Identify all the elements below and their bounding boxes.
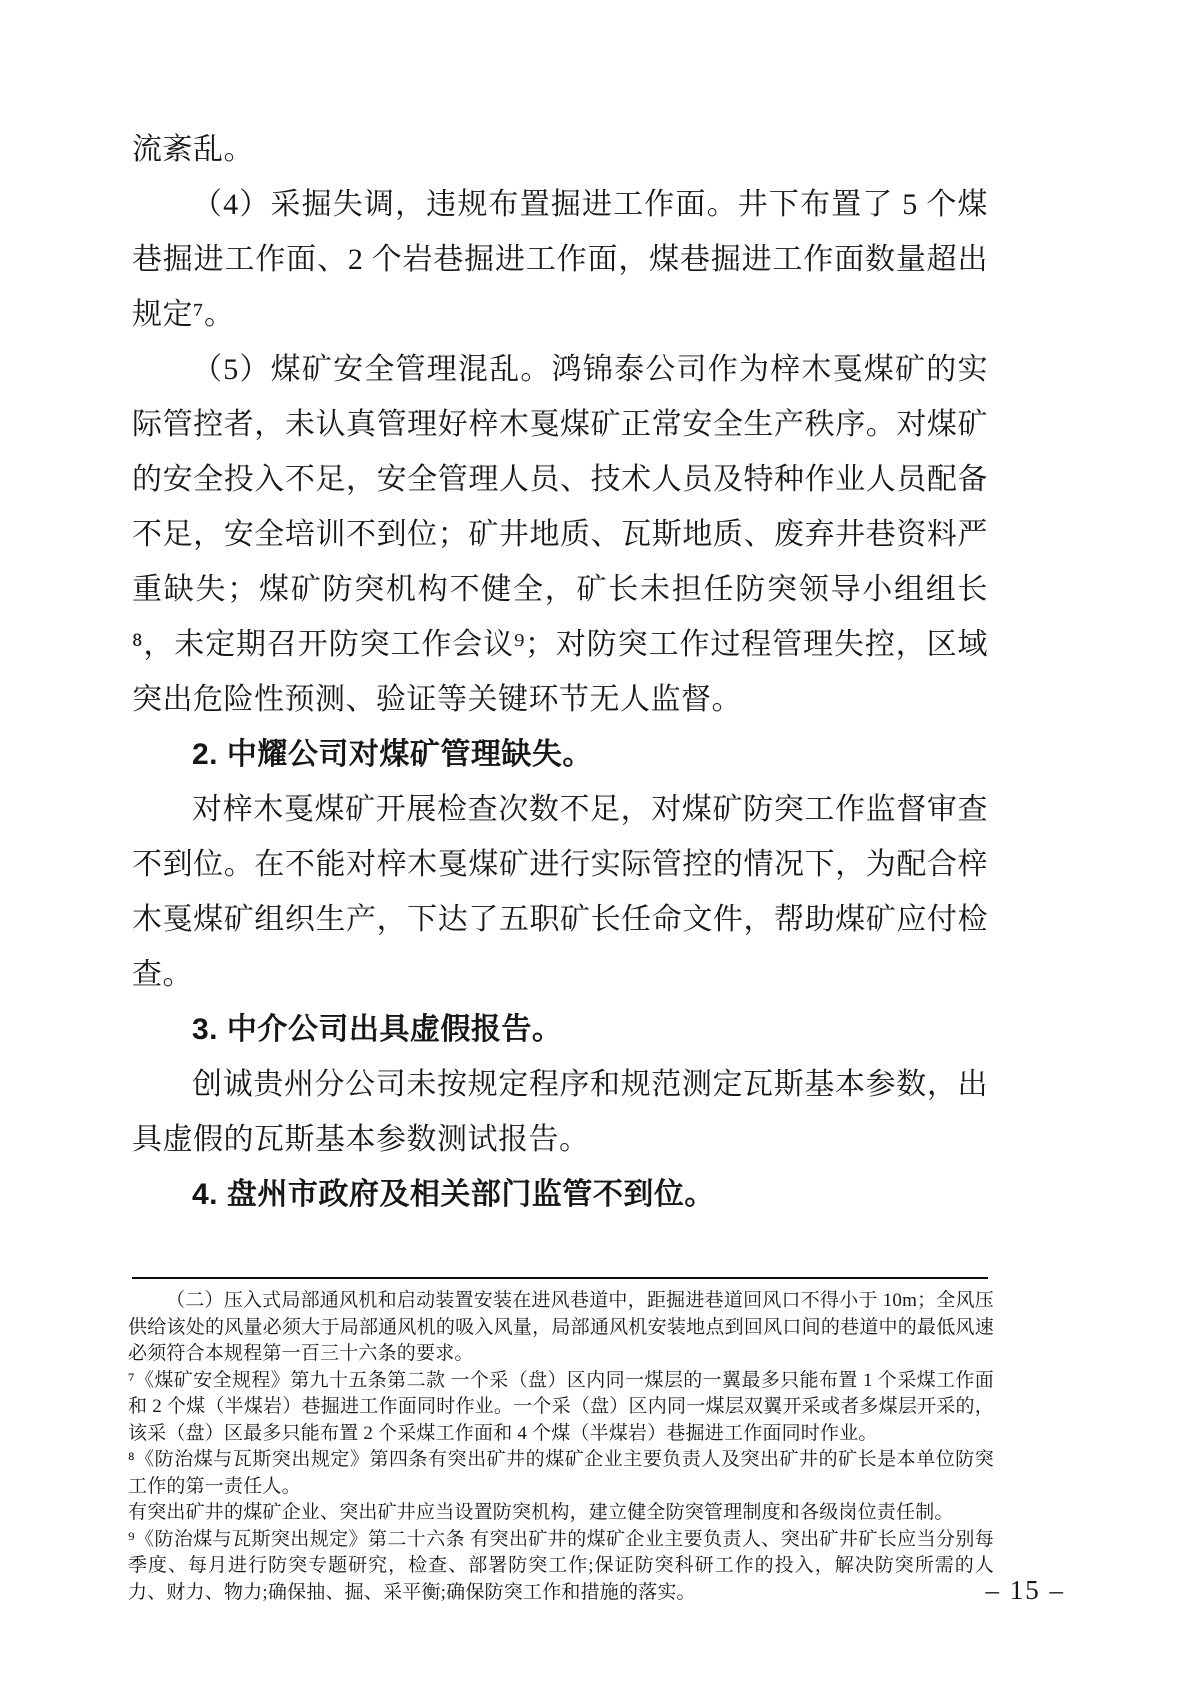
body-paragraph: 2. 中耀公司对煤矿管理缺失。: [192, 738, 593, 771]
body-paragraph: 对梓木戛煤矿开展检查次数不足，对煤矿防突工作监督审查不到位。在不能对梓木戛煤矿进行实际管控的情况下，为配合梓木戛煤矿组织生产，下达了五职矿长任命文件，帮助煤矿应付检查。: [132, 793, 988, 991]
body-paragraph: 流紊乱。: [132, 133, 254, 166]
page-number: – 15 –: [985, 1575, 1065, 1605]
body-paragraph: 4. 盘州市政府及相关部门监管不到位。: [192, 1178, 715, 1211]
footnotes-section: [128, 1288, 994, 1606]
body-paragraph: （4）采掘失调，违规布置掘进工作面。井下布置了 5 个煤巷掘进工作面、2 个岩巷掘进工作面，煤巷掘进工作面数量超出规定⁷。: [132, 188, 988, 331]
body-paragraph: （5）煤矿安全管理混乱。鸿锦泰公司作为梓木戛煤矿的实际管控者，未认真管理好梓木戛煤矿正常安全生产秩序。对煤矿的安全投入不足，安全管理人员、技术人员及特种作业人员配备不足，安全培训不到位；矿井地质、瓦斯地质、废弃井巷资料严重缺失；煤矿防突机构不健全，矿长未担任防突领导小组组长⁸，未定期召开防突工作会议⁹；对防突工作过程管理失控，区域突出危险性预测、验证等关键环节无人监督。: [132, 353, 988, 716]
footnote-item: ⁹《防治煤与瓦斯突出规定》第二十六条 有突出矿井的煤矿企业主要负责人、突出矿井矿长应当分别每季度、每月进行防突专题研究，检查、部署防突工作;保证防突科研工作的投入，解决防突所需的人力、财力、物力;确保抽、掘、采平衡;确保防突工作和措施的落实。: [128, 1528, 994, 1603]
footnote-item: ⁷《煤矿安全规程》第九十五条第二款 一个采（盘）区内同一煤层的一翼最多只能布置 1 个采煤工作面和 2 个煤（半煤岩）巷掘进工作面同时作业。一个采（盘）区内同一煤层双翼开采或者多煤层开采的，该采（盘）区最多只能布置 2 个采煤工作面和 4 个煤（半煤岩）巷掘进工作面同时作业。: [128, 1369, 994, 1444]
footnote-item: 有突出矿井的煤矿企业、突出矿井应当设置防突机构，建立健全防突管理制度和各级岗位责任制。: [128, 1502, 954, 1523]
body-paragraph: 3. 中介公司出具虚假报告。: [192, 1013, 563, 1046]
footnote-item: （二）压入式局部通风机和启动装置安装在进风巷道中，距掘进巷道回风口不得小于 10m；全风压供给该处的风量必须大于局部通风机的吸入风量，局部通风机安装地点到回风口间的巷道中的最低风速必须符合本规程第一百三十六条的要求。: [128, 1290, 994, 1364]
document-body: [132, 122, 988, 1222]
footnote-item: ⁸《防治煤与瓦斯突出规定》第四条有突出矿井的煤矿企业主要负责人及突出矿井的矿长是本单位防突工作的第一责任人。: [128, 1449, 994, 1497]
body-paragraph: 创诚贵州分公司未按规定程序和规范测定瓦斯基本参数，出具虚假的瓦斯基本参数测试报告。: [132, 1068, 988, 1156]
footnote-separator: [132, 1277, 988, 1279]
